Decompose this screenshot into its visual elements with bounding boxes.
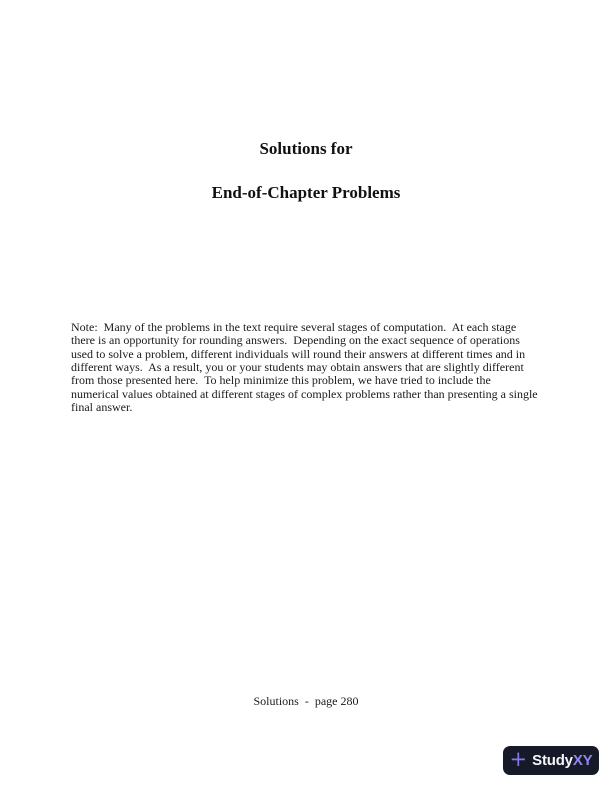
note-line: used to solve a problem, different individuals will round their answers at different times and in [71,346,526,361]
note-paragraph [71,321,551,414]
note-line: from those presented here. To help minimize this problem, we have tried to include the [71,373,491,388]
note-line: final answer. [71,400,133,415]
plus-icon: + [509,747,528,771]
note-line: different ways. As a result, you or your students may obtain answers that are slightly different [71,360,524,375]
note-line: Note: Many of the problems in the text require several stages of computation. At each stage [71,320,517,334]
note-line: numerical values obtained at different stages of complex problems rather than presenting a single [71,386,538,401]
page-footer: Solutions - page 280 [253,694,359,708]
doc-title-line-2: End-of-Chapter Problems [211,183,401,202]
brand-name [532,753,592,768]
studyxy-logo-badge [503,746,599,775]
doc-title-line-1: Solutions for [259,139,353,158]
brand-name-primary: Study [532,752,573,769]
note-line: there is an opportunity for rounding answers. Depending on the exact sequence of operations [71,333,520,348]
brand-name-accent: XY [572,752,593,769]
